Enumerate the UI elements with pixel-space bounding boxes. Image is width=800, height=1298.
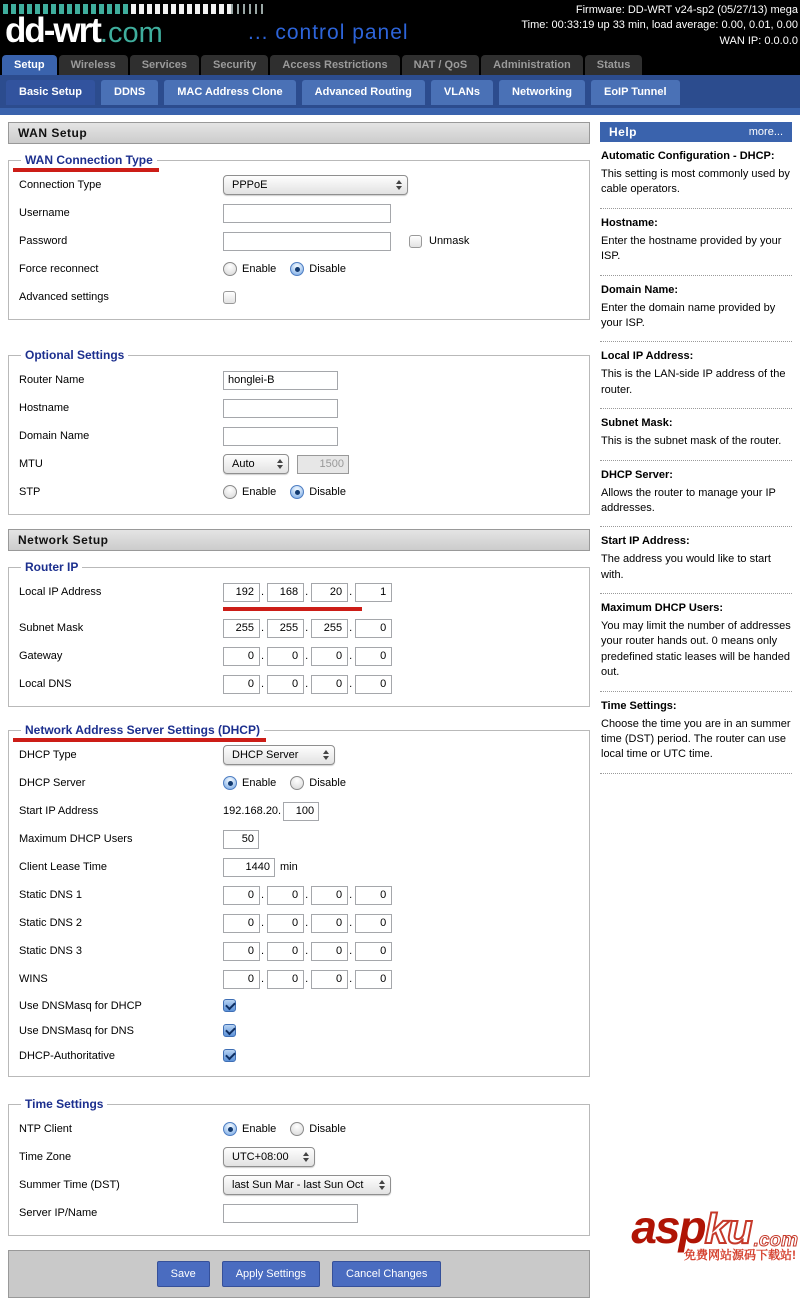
domain-name-label: Domain Name: [19, 430, 90, 442]
header: [0, 0, 800, 52]
wins-octet-2[interactable]: [267, 970, 304, 989]
stp-disable-radio[interactable]: [290, 485, 304, 499]
connection-type-label: Connection Type: [19, 179, 102, 191]
subtab-advanced-routing[interactable]: Advanced Routing: [302, 80, 425, 105]
octet-separator: .: [305, 917, 309, 929]
static-dns1-octet-4[interactable]: [355, 886, 392, 905]
dnsmasq-dhcp-label: Use DNSMasq for DHCP: [19, 999, 142, 1012]
help-item: [600, 276, 792, 343]
gateway-label: Gateway: [19, 650, 63, 662]
help-item-heading: Local IP Address:: [601, 350, 694, 363]
dhcp-type-select[interactable]: [223, 745, 335, 765]
octet-separator: .: [305, 586, 309, 598]
uptime-load: Time: 00:33:19 up 33 min, load average: 0.00, 0.01, 0.00: [521, 19, 798, 32]
dnsmasq-dns-label: Use DNSMasq for DNS: [19, 1024, 134, 1037]
connection-type-value: PPPoE: [232, 179, 268, 191]
octet-separator: .: [349, 622, 353, 634]
help-item-text: You may limit the number of addresses your router hands out. 0 means only predefined static leases will be handed out.: [601, 620, 791, 679]
local-ip-label: Local IP Address: [19, 586, 102, 598]
help-item-text: Enter the domain name provided by your ISP.: [601, 301, 776, 329]
help-item: [600, 594, 792, 692]
gateway-octet-4[interactable]: [355, 647, 392, 666]
tab-administration[interactable]: Administration: [481, 55, 583, 75]
subtab-basic-setup[interactable]: Basic Setup: [6, 80, 95, 105]
local-dns-octet-3[interactable]: [311, 675, 348, 694]
dnsmasq-dhcp-checkbox[interactable]: [223, 999, 236, 1012]
sub-tab-bar: [0, 75, 800, 108]
tab-services[interactable]: Services: [130, 55, 199, 75]
firmware-version: Firmware: DD-WRT v24-sp2 (05/27/13) mega: [575, 4, 798, 16]
network-setup-section-header: Network Setup: [8, 529, 590, 551]
help-item-heading: Time Settings:: [601, 699, 677, 712]
local-ip-octet-1[interactable]: [223, 583, 260, 602]
help-item: [600, 692, 792, 774]
wins-octet-1[interactable]: [223, 970, 260, 989]
logo-com: .com: [99, 17, 163, 49]
help-item: [600, 209, 792, 276]
help-item: [600, 409, 792, 460]
help-item-text: The address you would like to start with.: [601, 553, 771, 581]
unmask-checkbox[interactable]: [409, 235, 422, 248]
octet-separator: .: [261, 586, 265, 598]
help-item: [600, 527, 792, 594]
tab-access-restrictions[interactable]: Access Restrictions: [270, 55, 399, 75]
octet-separator: .: [261, 678, 265, 690]
router-name-input[interactable]: [223, 371, 338, 390]
octet-separator: .: [261, 945, 265, 957]
mtu-label: MTU: [19, 458, 43, 470]
username-label: Username: [19, 207, 70, 219]
mtu-mode-value: Auto: [232, 458, 255, 470]
dhcp-server-disable-radio[interactable]: [290, 776, 304, 790]
unmask-label: Unmask: [429, 235, 470, 247]
select-arrows-icon: [396, 180, 402, 190]
max-dhcp-users-label: Maximum DHCP Users: [19, 833, 133, 845]
octet-separator: .: [261, 917, 265, 929]
static-dns1-octet-2[interactable]: [267, 886, 304, 905]
cancel-changes-button[interactable]: Cancel Changes: [332, 1261, 441, 1287]
help-item-heading: Hostname:: [601, 216, 658, 229]
enable-label: Enable: [242, 486, 277, 498]
dhcp-authoritative-label: DHCP-Authoritative: [19, 1049, 115, 1062]
main-tab-bar: [0, 52, 800, 75]
octet-separator: .: [305, 973, 309, 985]
static-dns2-octet-2[interactable]: [267, 914, 304, 933]
select-arrows-icon: [379, 1180, 385, 1190]
help-item-heading: Maximum DHCP Users:: [601, 602, 724, 615]
router-ip-fieldset: [8, 560, 590, 707]
gateway-octet-2[interactable]: [267, 647, 304, 666]
time-zone-select[interactable]: [223, 1147, 315, 1167]
dhcp-server-enable-radio[interactable]: [223, 776, 237, 790]
octet-separator: .: [261, 889, 265, 901]
apply-settings-button[interactable]: Apply Settings: [222, 1261, 320, 1287]
help-item: [600, 342, 792, 409]
static-dns1-octet-3[interactable]: [311, 886, 348, 905]
disable-label: Disable: [309, 1123, 346, 1135]
dnsmasq-dns-checkbox[interactable]: [223, 1024, 236, 1037]
time-settings-legend: Time Settings: [25, 1097, 104, 1111]
time-settings-fieldset: [8, 1097, 590, 1236]
start-ip-prefix: 192.168.20.: [223, 805, 282, 817]
watermark-tagline: 免费网站源码下载站!: [684, 1248, 796, 1262]
wan-connection-type-legend: WAN Connection Type: [21, 153, 157, 167]
help-item-text: This is the LAN-side IP address of the router.: [601, 368, 786, 396]
dhcp-settings-fieldset: [8, 723, 590, 1077]
help-item-heading: Subnet Mask:: [601, 417, 673, 430]
help-item-heading: Automatic Configuration - DHCP:: [601, 150, 775, 162]
help-more-link[interactable]: more...: [748, 126, 783, 138]
password-input[interactable]: [223, 232, 391, 251]
local-ip-octet-3[interactable]: [311, 583, 348, 602]
help-item: [600, 142, 792, 209]
wins-label: WINS: [19, 973, 48, 985]
stp-enable-radio[interactable]: [223, 485, 237, 499]
help-item-text: This setting is most commonly used by cable operators.: [601, 168, 790, 196]
dhcp-server-label: DHCP Server: [19, 777, 86, 789]
disable-label: Disable: [309, 486, 346, 498]
disable-label: Disable: [309, 263, 346, 275]
local-ip-octet-4[interactable]: [355, 583, 392, 602]
summer-time-value: last Sun Mar - last Sun Oct: [232, 1179, 364, 1191]
help-sidebar: [600, 122, 792, 1298]
subnet-octet-3[interactable]: [311, 619, 348, 638]
local-dns-octet-1[interactable]: [223, 675, 260, 694]
octet-separator: .: [349, 586, 353, 598]
tab-setup[interactable]: Setup: [2, 55, 57, 75]
local-dns-octet-4[interactable]: [355, 675, 392, 694]
octet-separator: .: [305, 889, 309, 901]
summer-time-label: Summer Time (DST): [19, 1179, 120, 1191]
save-button[interactable]: Save: [157, 1261, 210, 1287]
force-reconnect-enable-radio[interactable]: [223, 262, 237, 276]
static-dns2-octet-1[interactable]: [223, 914, 260, 933]
force-reconnect-disable-radio[interactable]: [290, 262, 304, 276]
static-dns3-octet-3[interactable]: [311, 942, 348, 961]
help-item-heading: Start IP Address:: [601, 535, 690, 548]
system-info: [521, 3, 798, 49]
octet-separator: .: [349, 678, 353, 690]
octet-separator: .: [305, 945, 309, 957]
summer-time-select[interactable]: [223, 1175, 391, 1195]
subnav-band: [0, 108, 800, 115]
help-header: [600, 122, 792, 142]
max-dhcp-users-input[interactable]: [223, 830, 259, 849]
server-ip-name-input[interactable]: [223, 1204, 358, 1223]
mtu-value-input: [297, 455, 349, 474]
tab-wireless[interactable]: Wireless: [59, 55, 128, 75]
static-dns1-label: Static DNS 1: [19, 889, 82, 901]
static-dns3-label: Static DNS 3: [19, 945, 82, 957]
dhcp-type-value: DHCP Server: [232, 749, 299, 761]
static-dns3-octet-1[interactable]: [223, 942, 260, 961]
red-highlight-underline: [223, 607, 362, 611]
octet-separator: .: [349, 889, 353, 901]
ntp-client-label: NTP Client: [19, 1123, 72, 1135]
logo: [5, 13, 163, 48]
subnet-octet-1[interactable]: [223, 619, 260, 638]
dhcp-authoritative-checkbox[interactable]: [223, 1049, 236, 1062]
tab-status[interactable]: Status: [585, 55, 643, 75]
local-dns-label: Local DNS: [19, 678, 72, 690]
main-column: [8, 122, 590, 1298]
help-item: [600, 461, 792, 528]
optional-settings-fieldset: [8, 348, 590, 515]
watermark-asp: asp: [631, 1201, 705, 1253]
router-name-label: Router Name: [19, 374, 85, 386]
local-ip-octet-2[interactable]: [267, 583, 304, 602]
aspku-watermark: [602, 1201, 798, 1264]
subtab-mac-address-clone[interactable]: MAC Address Clone: [164, 80, 295, 105]
time-zone-label: Time Zone: [19, 1151, 72, 1163]
help-item-heading: Domain Name:: [601, 283, 679, 296]
wan-ip: WAN IP: 0.0.0.0: [719, 34, 798, 47]
server-ip-name-label: Server IP/Name: [19, 1207, 98, 1219]
static-dns1-octet-1[interactable]: [223, 886, 260, 905]
octet-separator: .: [305, 678, 309, 690]
subnet-octet-2[interactable]: [267, 619, 304, 638]
action-button-bar: [8, 1250, 590, 1298]
static-dns2-label: Static DNS 2: [19, 917, 82, 929]
watermark-ku: ku: [704, 1205, 752, 1252]
help-item-text: This is the subnet mask of the router.: [601, 435, 782, 448]
subtab-eoip-tunnel[interactable]: EoIP Tunnel: [591, 80, 680, 105]
connection-type-select[interactable]: [223, 175, 408, 195]
octet-separator: .: [349, 650, 353, 662]
hostname-input[interactable]: [223, 399, 338, 418]
lease-unit: min: [280, 861, 298, 873]
octet-separator: .: [305, 650, 309, 662]
octet-separator: .: [349, 945, 353, 957]
router-ip-legend: Router IP: [25, 560, 79, 574]
advanced-settings-checkbox[interactable]: [223, 291, 236, 304]
hostname-label: Hostname: [19, 402, 70, 414]
subnet-mask-label: Subnet Mask: [19, 622, 84, 634]
wan-setup-section-header: WAN Setup: [8, 122, 590, 144]
select-arrows-icon: [277, 459, 283, 469]
select-arrows-icon: [303, 1152, 309, 1162]
select-arrows-icon: [323, 750, 329, 760]
octet-separator: .: [349, 917, 353, 929]
octet-separator: .: [305, 622, 309, 634]
control-panel-tagline: ... control panel: [248, 21, 409, 44]
dhcp-type-label: DHCP Type: [19, 749, 77, 761]
wins-octet-3[interactable]: [311, 970, 348, 989]
help-item-heading: DHCP Server:: [601, 468, 673, 481]
time-zone-value: UTC+08:00: [232, 1151, 289, 1163]
logo-ddwrt: dd-wrt: [5, 11, 100, 50]
static-dns3-octet-4[interactable]: [355, 942, 392, 961]
gateway-octet-1[interactable]: [223, 647, 260, 666]
disable-label: Disable: [309, 777, 346, 789]
subnet-octet-4[interactable]: [355, 619, 392, 638]
enable-label: Enable: [242, 1123, 277, 1135]
help-title: Help: [609, 125, 638, 139]
octet-separator: .: [349, 973, 353, 985]
wan-connection-type-fieldset: [8, 153, 590, 320]
username-input[interactable]: [223, 204, 391, 223]
client-lease-time-label: Client Lease Time: [19, 861, 108, 873]
optional-settings-legend: Optional Settings: [25, 348, 125, 362]
watermark-com: .com: [753, 1230, 798, 1251]
static-dns2-octet-4[interactable]: [355, 914, 392, 933]
enable-label: Enable: [242, 263, 277, 275]
password-label: Password: [19, 235, 68, 247]
local-dns-octet-2[interactable]: [267, 675, 304, 694]
tab-security[interactable]: Security: [201, 55, 268, 75]
stp-label: STP: [19, 486, 41, 498]
ntp-enable-radio[interactable]: [223, 1122, 237, 1136]
mtu-select[interactable]: [223, 454, 289, 474]
subtab-networking[interactable]: Networking: [499, 80, 585, 105]
help-item-text: Choose the time you are in an summer time (DST) period. The router can use local time or UTC time.: [601, 717, 791, 761]
enable-label: Enable: [242, 777, 277, 789]
dhcp-settings-legend: Network Address Server Settings (DHCP): [21, 723, 264, 737]
advanced-settings-label: Advanced settings: [19, 291, 109, 303]
start-ip-input[interactable]: [283, 802, 319, 821]
help-item-text: Enter the hostname provided by your ISP.: [601, 234, 782, 263]
subtab-ddns[interactable]: DDNS: [101, 80, 158, 105]
client-lease-time-input[interactable]: [223, 858, 275, 877]
tab-nat-qos[interactable]: NAT / QoS: [402, 55, 480, 75]
static-dns2-octet-3[interactable]: [311, 914, 348, 933]
force-reconnect-label: Force reconnect: [19, 263, 99, 275]
octet-separator: .: [261, 622, 265, 634]
octet-separator: .: [261, 973, 265, 985]
start-ip-label: Start IP Address: [19, 805, 99, 817]
gateway-octet-3[interactable]: [311, 647, 348, 666]
static-dns3-octet-2[interactable]: [267, 942, 304, 961]
wins-octet-4[interactable]: [355, 970, 392, 989]
ntp-disable-radio[interactable]: [290, 1122, 304, 1136]
domain-name-input[interactable]: [223, 427, 338, 446]
help-item-text: Allows the router to manage your IP addresses.: [601, 486, 776, 514]
octet-separator: .: [261, 650, 265, 662]
subtab-vlans[interactable]: VLANs: [431, 80, 493, 105]
